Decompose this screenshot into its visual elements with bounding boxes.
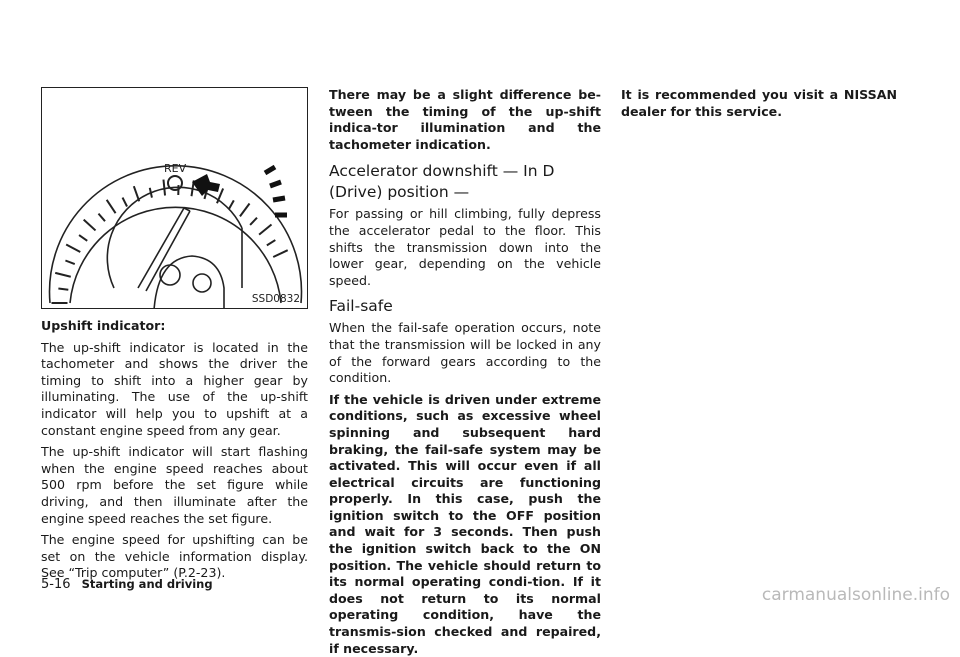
watermark: carmanualsonline.info — [762, 585, 950, 605]
dial-tick — [229, 200, 234, 209]
downshift-heading: Accelerator downshift — In D (Drive) position — — [329, 161, 601, 203]
dial-tick — [123, 198, 127, 207]
dial-tick — [273, 250, 287, 257]
dial-tick — [134, 186, 139, 201]
left-column — [41, 318, 308, 582]
downshift-paragraph: For passing or hill climbing, fully depress the accelerator pedal to the floor. This shifts the transmission down into the lower gear, depending on the vehicle speed. — [329, 206, 601, 289]
upshift-paragraph-1: The up-shift indicator is located in the tachometer and shows the driver the timing to shift into a higher gear by illuminating. The use of the up-shift indicator will help you to upshift at a constant engine speed from any gear. — [41, 340, 308, 440]
dial-tick — [250, 218, 257, 225]
dealer-note: It is recommended you visit a NISSAN dealer for this service. — [621, 87, 897, 120]
timing-note: There may be a slight difference be-tween the timing of the up-shift indica-tor illumination and the tachometer indication. — [329, 87, 601, 153]
failsafe-warning: If the vehicle is driven under extreme conditions, such as excessive wheel spinning and subsequent hard braking, the fail-safe system may be activated. This will occur even if all electrical circuits are functioning properly. In this case, push the ignition switch to the OFF position and wait for 3 seconds. Then push the ignition switch back to the ON position. The vehicle should return to its normal operating condi-tion. If it does not return to its normal operating condition, have the transmis-sion checked and repaired, if necessary. — [329, 392, 601, 657]
middle-column — [329, 87, 601, 657]
figure-caption: SSD0832 — [252, 293, 300, 305]
upshift-paragraph-3: The engine speed for upshifting can be set on the vehicle information display. See “Trip computer” (P.2-23). — [41, 532, 308, 582]
failsafe-heading: Fail-safe — [329, 296, 601, 317]
dial-tick — [267, 240, 275, 245]
page-footer — [41, 573, 213, 592]
dial-tick — [55, 273, 71, 277]
dial-tick — [98, 214, 105, 222]
tachometer-figure — [41, 87, 308, 309]
dial-tick — [79, 235, 87, 241]
right-column — [621, 87, 897, 120]
dial-tick — [107, 200, 116, 213]
dial-tick — [66, 245, 80, 253]
failsafe-paragraph: When the fail-safe operation occurs, note that the transmission will be locked in any of the forward gears according to the condition. — [329, 320, 601, 386]
section-title: Starting and driving — [82, 577, 213, 591]
tachometer-illustration — [42, 88, 308, 309]
page-number: 5-16 — [41, 577, 71, 592]
dial-tick — [240, 204, 250, 217]
dial-tick — [150, 188, 152, 198]
dial-tick — [259, 225, 271, 235]
dial-tick — [84, 220, 96, 231]
upshift-paragraph-2: The up-shift indicator will start flashing when the engine speed reaches about 500 rpm before the set figure while driving, and then illuminate after the engine speed reaches the set figure. — [41, 444, 308, 527]
dial-tick — [163, 180, 165, 196]
rev-label: REV — [164, 162, 187, 175]
dial-tick — [58, 289, 68, 290]
upshift-heading: Upshift indicator: — [41, 318, 308, 335]
dial-tick — [65, 261, 74, 265]
